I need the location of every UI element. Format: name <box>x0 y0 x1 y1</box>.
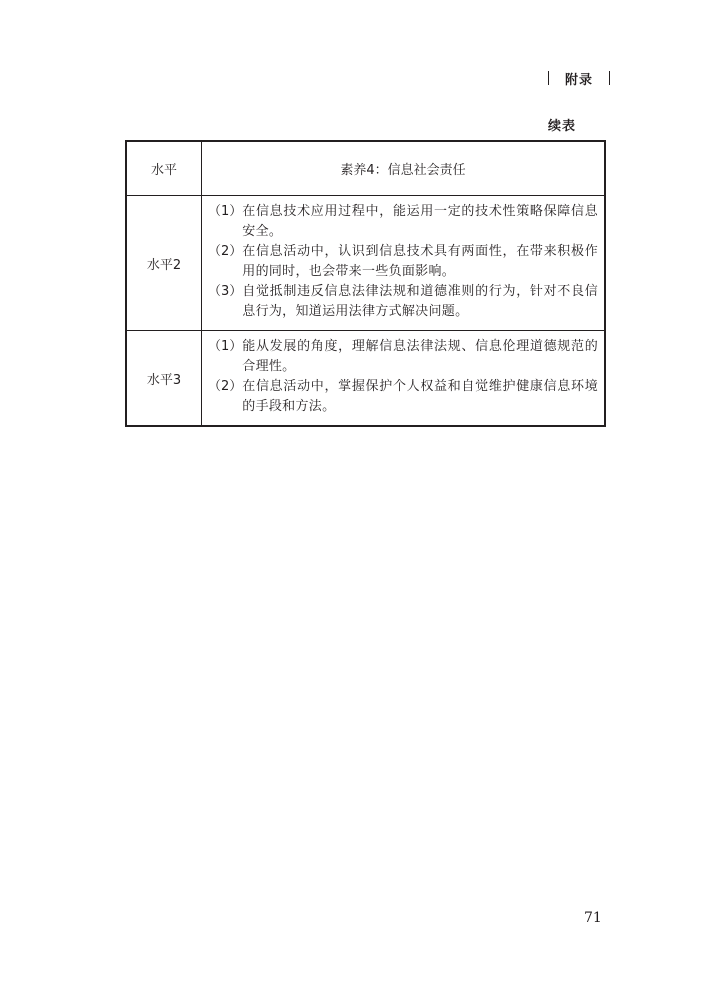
level-cell: 水平3 <box>126 331 202 427</box>
list-item <box>208 202 598 242</box>
section-title: 附录 <box>564 72 593 88</box>
list-item <box>208 337 598 377</box>
running-header <box>548 68 610 88</box>
literacy-standards-table <box>125 140 606 427</box>
header-divider-left <box>548 71 549 85</box>
header-divider-right <box>609 71 610 85</box>
level-column-header: 水平 <box>126 141 202 196</box>
page-number: 71 <box>584 910 602 926</box>
literacy-column-header: 素养4：信息社会责任 <box>202 141 606 196</box>
continued-table-label: 续表 <box>548 119 577 134</box>
list-item <box>208 242 598 282</box>
item-text: 在信息活动中，掌握保护个人权益和自觉维护健康信息环境的手段和方法。 <box>242 379 598 414</box>
description-cell <box>202 331 606 427</box>
item-number: （1） <box>208 204 243 219</box>
item-text: 在信息技术应用过程中，能运用一定的技术性策略保障信息安全。 <box>242 204 598 239</box>
item-number: （1） <box>208 339 243 354</box>
item-text: 能从发展的角度，理解信息法律法规、信息伦理道德规范的合理性。 <box>242 339 598 374</box>
table-header-row <box>126 141 605 196</box>
list-item <box>208 282 598 322</box>
item-text: 在信息活动中，认识到信息技术具有两面性，在带来积极作用的同时，也会带来一些负面影响。 <box>242 244 598 279</box>
table-row <box>126 331 605 427</box>
description-cell <box>202 196 606 331</box>
item-text: 自觉抵制违反信息法律法规和道德准则的行为，针对不良信息行为，知道运用法律方式解决问题。 <box>242 284 598 319</box>
item-number: （2） <box>208 379 243 394</box>
item-number: （2） <box>208 244 243 259</box>
item-number: （3） <box>208 284 243 299</box>
level-cell: 水平2 <box>126 196 202 331</box>
table-row <box>126 196 605 331</box>
list-item <box>208 377 598 417</box>
